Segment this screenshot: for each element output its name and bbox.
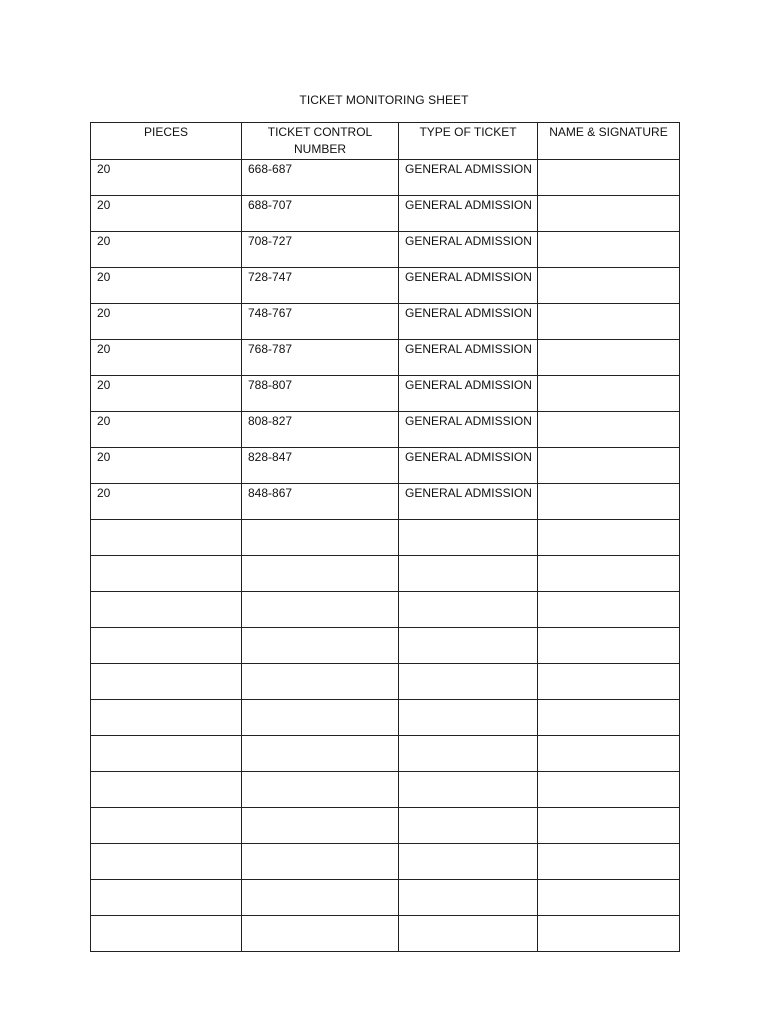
table-row (91, 484, 680, 520)
pieces-cell-text: 20 (97, 162, 111, 176)
ticket-control-number-cell-text: 668-687 (248, 162, 293, 176)
ticket-control-number-cell (242, 556, 399, 592)
table-row (91, 880, 680, 916)
ticket-type-cell-text: GENERAL ADMISSION (405, 162, 532, 176)
pieces-cell (91, 484, 242, 520)
ticket-control-number-cell (242, 736, 399, 772)
ticket-control-number-cell-text: 688-707 (248, 198, 293, 212)
table-row (91, 700, 680, 736)
ticket-control-number-cell (242, 880, 399, 916)
name-signature-cell[interactable] (538, 196, 680, 232)
pieces-cell (91, 808, 242, 844)
ticket-type-cell-text: GENERAL ADMISSION (405, 270, 532, 284)
name-signature-cell[interactable] (538, 556, 680, 592)
ticket-type-cell (399, 700, 538, 736)
ticket-control-number-cell (242, 772, 399, 808)
ticket-control-number-cell-text: 828-847 (248, 450, 293, 464)
name-signature-cell[interactable] (538, 592, 680, 628)
ticket-type-cell (399, 412, 538, 448)
ticket-type-cell-text: GENERAL ADMISSION (405, 450, 532, 464)
pieces-cell-text: 20 (97, 234, 111, 248)
table-row (91, 520, 680, 556)
name-signature-cell[interactable] (538, 916, 680, 952)
name-signature-cell[interactable] (538, 700, 680, 736)
table-row (91, 556, 680, 592)
pieces-cell-text: 20 (97, 378, 111, 392)
name-signature-cell[interactable] (538, 160, 680, 196)
pieces-cell-text: 20 (97, 306, 111, 320)
ticket-control-number-cell (242, 340, 399, 376)
pieces-cell (91, 340, 242, 376)
ticket-type-cell (399, 268, 538, 304)
ticket-control-number-cell (242, 268, 399, 304)
pieces-cell (91, 232, 242, 268)
table-row (91, 916, 680, 952)
pieces-cell (91, 376, 242, 412)
table-row (91, 196, 680, 232)
ticket-type-cell (399, 916, 538, 952)
ticket-control-number-cell (242, 196, 399, 232)
ticket-type-cell (399, 592, 538, 628)
column-header-name-signature: NAME & SIGNATURE (538, 123, 680, 160)
name-signature-cell[interactable] (538, 844, 680, 880)
pieces-cell (91, 160, 242, 196)
ticket-control-number-cell (242, 376, 399, 412)
pieces-cell (91, 268, 242, 304)
pieces-cell (91, 520, 242, 556)
pieces-cell (91, 304, 242, 340)
name-signature-cell[interactable] (538, 880, 680, 916)
pieces-cell (91, 448, 242, 484)
ticket-control-number-cell (242, 232, 399, 268)
ticket-type-cell-text: GENERAL ADMISSION (405, 378, 532, 392)
name-signature-cell[interactable] (538, 376, 680, 412)
ticket-control-number-cell (242, 844, 399, 880)
ticket-control-number-cell (242, 448, 399, 484)
ticket-control-number-cell (242, 664, 399, 700)
table-row (91, 844, 680, 880)
pieces-cell-text: 20 (97, 414, 111, 428)
ticket-control-number-cell-text: 728-747 (248, 270, 293, 284)
table-row (91, 772, 680, 808)
name-signature-cell[interactable] (538, 484, 680, 520)
pieces-cell (91, 880, 242, 916)
ticket-type-cell (399, 376, 538, 412)
table-row (91, 736, 680, 772)
table-row (91, 232, 680, 268)
ticket-control-number-cell (242, 916, 399, 952)
table-row (91, 304, 680, 340)
ticket-type-cell (399, 772, 538, 808)
name-signature-cell[interactable] (538, 268, 680, 304)
ticket-type-cell (399, 556, 538, 592)
ticket-type-cell (399, 808, 538, 844)
ticket-control-number-cell (242, 412, 399, 448)
name-signature-cell[interactable] (538, 520, 680, 556)
name-signature-cell[interactable] (538, 664, 680, 700)
table-row (91, 592, 680, 628)
ticket-type-cell (399, 880, 538, 916)
name-signature-cell[interactable] (538, 448, 680, 484)
table-row (91, 412, 680, 448)
ticket-type-cell-text: GENERAL ADMISSION (405, 198, 532, 212)
pieces-cell-text: 20 (97, 486, 111, 500)
ticket-control-number-cell-text: 788-807 (248, 378, 293, 392)
pieces-cell-text: 20 (97, 198, 111, 212)
ticket-control-number-cell (242, 808, 399, 844)
column-header-ticket-control-number: TICKET CONTROL NUMBER (242, 123, 399, 160)
ticket-control-number-cell-text: 768-787 (248, 342, 293, 356)
ticket-control-number-cell (242, 484, 399, 520)
ticket-control-number-cell (242, 304, 399, 340)
ticket-control-number-cell-text: 848-867 (248, 486, 293, 500)
ticket-control-number-cell-text: 748-767 (248, 306, 293, 320)
ticket-control-number-cell-text: 808-827 (248, 414, 293, 428)
name-signature-cell[interactable] (538, 808, 680, 844)
ticket-control-number-cell-text: 708-727 (248, 234, 293, 248)
ticket-type-cell-text: GENERAL ADMISSION (405, 486, 532, 500)
table-row (91, 340, 680, 376)
ticket-type-cell (399, 520, 538, 556)
pieces-cell (91, 412, 242, 448)
table-row (91, 628, 680, 664)
ticket-type-cell (399, 736, 538, 772)
name-signature-cell[interactable] (538, 628, 680, 664)
table-row (91, 664, 680, 700)
pieces-cell (91, 916, 242, 952)
table-row (91, 268, 680, 304)
ticket-type-cell-text: GENERAL ADMISSION (405, 234, 532, 248)
page-title: TICKET MONITORING SHEET (299, 93, 469, 107)
table-row (91, 448, 680, 484)
ticket-monitoring-table (90, 122, 680, 952)
pieces-cell (91, 664, 242, 700)
name-signature-cell[interactable] (538, 340, 680, 376)
ticket-type-cell (399, 232, 538, 268)
ticket-type-cell (399, 628, 538, 664)
pieces-cell (91, 700, 242, 736)
table-body (91, 160, 680, 952)
ticket-type-cell-text: GENERAL ADMISSION (405, 306, 532, 320)
name-signature-cell[interactable] (538, 736, 680, 772)
ticket-control-number-cell (242, 628, 399, 664)
ticket-type-cell-text: GENERAL ADMISSION (405, 342, 532, 356)
pieces-cell-text: 20 (97, 342, 111, 356)
ticket-control-number-cell (242, 592, 399, 628)
ticket-control-number-cell (242, 520, 399, 556)
pieces-cell (91, 844, 242, 880)
name-signature-cell[interactable] (538, 412, 680, 448)
table-row (91, 376, 680, 412)
table-header-row (91, 123, 680, 160)
ticket-type-cell (399, 664, 538, 700)
ticket-type-cell (399, 844, 538, 880)
ticket-control-number-cell (242, 160, 399, 196)
ticket-type-cell (399, 340, 538, 376)
ticket-type-cell (399, 160, 538, 196)
ticket-type-cell (399, 304, 538, 340)
ticket-type-cell (399, 196, 538, 232)
ticket-type-cell-text: GENERAL ADMISSION (405, 414, 532, 428)
pieces-cell-text: 20 (97, 270, 111, 284)
ticket-type-cell (399, 484, 538, 520)
name-signature-cell[interactable] (538, 772, 680, 808)
table-row (91, 160, 680, 196)
ticket-type-cell (399, 448, 538, 484)
pieces-cell (91, 196, 242, 232)
pieces-cell (91, 592, 242, 628)
pieces-cell-text: 20 (97, 450, 111, 464)
table-row (91, 808, 680, 844)
name-signature-cell[interactable] (538, 304, 680, 340)
column-header-type-of-ticket: TYPE OF TICKET (399, 123, 538, 160)
name-signature-cell[interactable] (538, 232, 680, 268)
column-header-pieces: PIECES (91, 123, 242, 160)
ticket-control-number-cell (242, 700, 399, 736)
pieces-cell (91, 556, 242, 592)
pieces-cell (91, 772, 242, 808)
pieces-cell (91, 736, 242, 772)
pieces-cell (91, 628, 242, 664)
